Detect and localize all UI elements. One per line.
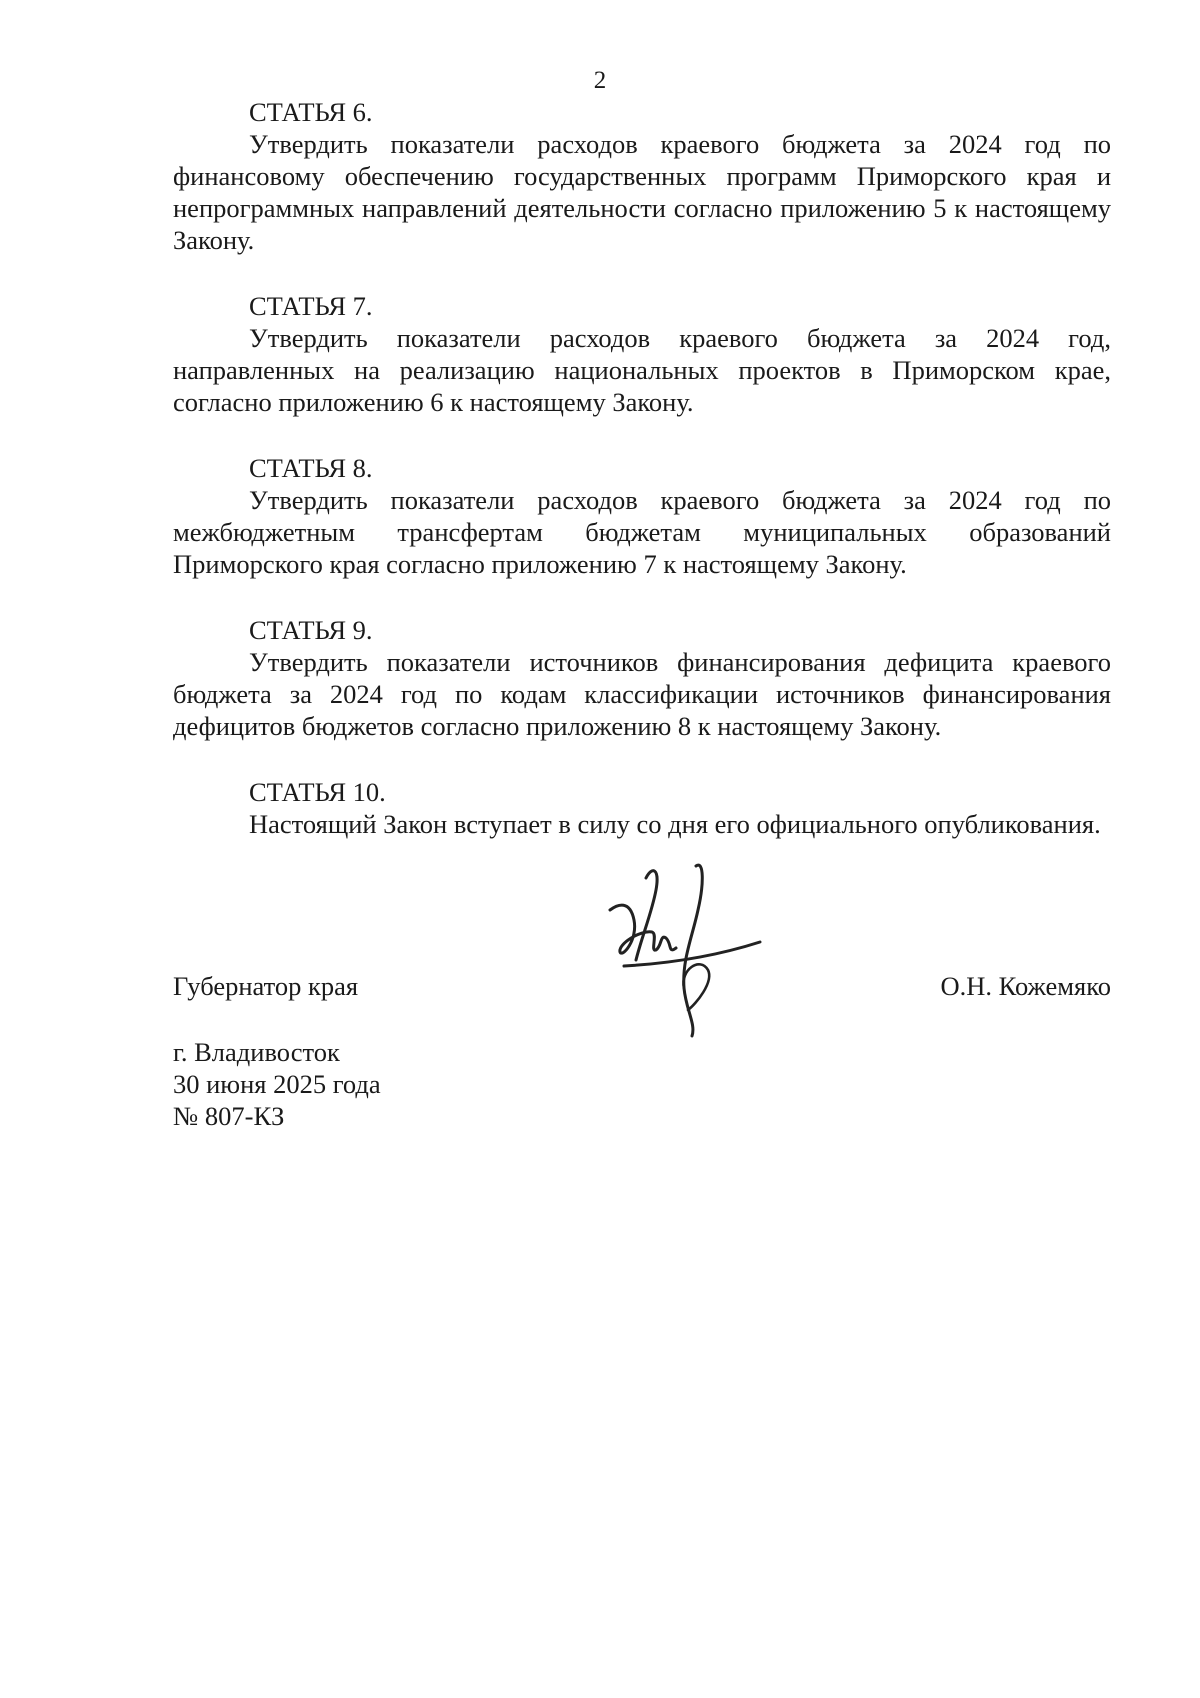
signature-block xyxy=(173,970,1111,1010)
article-8 xyxy=(173,452,1111,580)
footer-city: г. Владивосток xyxy=(173,1037,340,1067)
footer-number: № 807-КЗ xyxy=(173,1101,285,1131)
article-10-text: Настоящий Закон вступает в силу со дня его официального опубликования. xyxy=(249,809,1101,839)
article-7-title: СТАТЬЯ 7. xyxy=(249,291,373,321)
article-10-title: СТАТЬЯ 10. xyxy=(249,777,386,807)
article-7 xyxy=(173,290,1111,418)
article-8-title: СТАТЬЯ 8. xyxy=(249,453,373,483)
article-8-text: Утвердить показатели расходов краевого бюджета за 2024 год по межбюджетным трансфертам бюджетам муниципальных образований Приморского края согласно приложению 7 к настоящему Закону. xyxy=(173,485,1111,579)
signer-name: О.Н. Кожемяко xyxy=(940,971,1111,1001)
article-6-text: Утвердить показатели расходов краевого бюджета за 2024 год по финансовому обеспечению государственных программ Приморского края и непрограммных направлений деятельности согласно приложению 5 к настоящему Закону. xyxy=(173,129,1111,255)
article-9 xyxy=(173,614,1111,742)
article-10 xyxy=(173,776,1111,840)
article-6 xyxy=(173,96,1111,256)
article-9-text: Утвердить показатели источников финансирования дефицита краевого бюджета за 2024 год по кодам классификации источников финансирования дефицитов бюджетов согласно приложению 8 к настоящему Закону. xyxy=(173,647,1111,741)
handwritten-signature xyxy=(600,860,770,1040)
document-footer xyxy=(173,1036,381,1132)
article-7-text: Утвердить показатели расходов краевого бюджета за 2024 год, направленных на реализацию национальных проектов в Приморском крае, согласно приложению 6 к настоящему Закону. xyxy=(173,323,1111,417)
article-6-title: СТАТЬЯ 6. xyxy=(249,97,373,127)
signer-position: Губернатор края xyxy=(173,971,359,1001)
article-9-title: СТАТЬЯ 9. xyxy=(249,615,373,645)
footer-date: 30 июня 2025 года xyxy=(173,1069,381,1099)
page-number: 2 xyxy=(593,67,607,94)
